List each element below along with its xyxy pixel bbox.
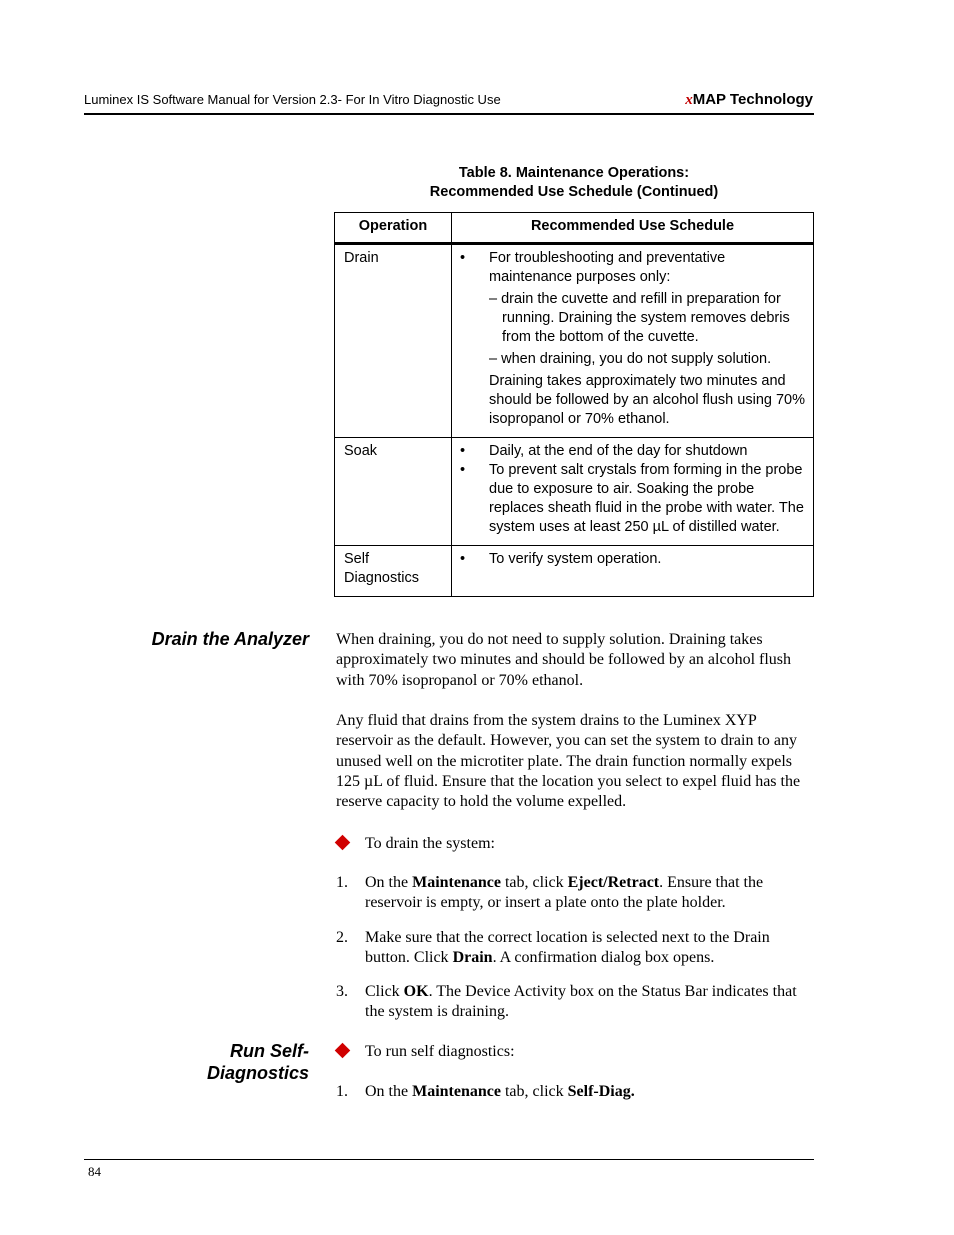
procedure-diamond-icon [335,835,351,851]
col-header-operation: Operation [335,213,452,244]
running-header-title: Luminex IS Software Manual for Version 2.3- For In Vitro Diagnostic Use [84,92,501,107]
maintenance-table [334,212,814,597]
bullet-marker: • [460,250,466,266]
step-text-part: On the [365,874,413,891]
procedure-intro-self-diag: To run self diagnostics: [365,1043,515,1060]
step-text-part: . The Device Activity box on the Status Bar indicates that the system is draining. [365,983,797,1021]
heading-line2: Diagnostics [206,1063,309,1083]
footer-rule [84,1159,814,1160]
step-text-part: tab, click [500,874,568,891]
step-text [365,928,806,969]
operation-line2: Diagnostics [344,570,419,586]
ui-term-maintenance: Maintenance [412,874,501,891]
ui-term-self-diag: Self-Diag. [567,1083,635,1100]
step-text-part: tab, click [500,1083,568,1100]
table-header-row [335,213,814,244]
bullet-text: Daily, at the end of the day for shutdown [489,443,748,459]
drain-note: Draining takes approximately two minutes and should be followed by an alcohol flush using 70% isopropanol or 70% ethanol. [489,373,805,427]
ui-term-drain: Drain [452,949,493,967]
heading-line1: Run Self- [230,1041,309,1061]
ui-term-eject-retract: Eject/Retract [567,874,660,891]
cell-operation-self-diagnostics [335,546,452,597]
step-text-part: Make sure that the correct location is selected next to the Drain button. Click [365,929,770,967]
cell-operation-soak: Soak [335,438,452,546]
list-item [460,550,805,569]
procedure-step [336,928,806,969]
list-item [460,461,805,537]
bullet-marker: • [460,443,466,459]
drain-paragraph-2: Any fluid that drains from the system drains to the Luminex XYP reservoir as the default. However, you can set the system to drain to any unused well on the microtiter plate. The drain function normally expels 125 µL of fluid. Ensure that the location you select to expel fluid has the reserve capacity to hold the volume expelled. [336,712,801,811]
ui-term-maintenance: Maintenance [412,1083,501,1100]
sub-item: – drain the cuvette and refill in preparation for running. Draining the system removes debris from the bottom of the cuvette. [489,291,790,345]
section-heading-drain: Drain the Analyzer [151,629,309,649]
bullet-marker: • [460,551,466,567]
col-header-schedule: Recommended Use Schedule [452,213,814,244]
cell-operation-drain: Drain [335,244,452,438]
list-item [460,442,805,461]
procedure-step [336,982,806,1023]
bullet-text: To prevent salt crystals from forming in the probe due to exposure to air. Soaking the probe replaces sheath fluid in the probe with water. The system uses at least 250 µL of distilled water. [489,462,804,535]
section-heading-self-diagnostics [207,1040,309,1084]
step-text-part: On the [365,1083,413,1100]
table-row [335,546,814,597]
list-item [460,249,805,287]
step-text-part: . A confirmation dialog box opens. [492,949,715,967]
bullet-text: To verify system operation. [489,551,662,567]
procedure-diamond-icon [335,1043,351,1059]
step-number: 3. [336,983,348,1000]
drain-paragraph-1: When draining, you do not need to supply solution. Draining takes approximately two minutes and should be followed by an alcohol flush with 70% isopropanol or 70% ethanol. [336,631,792,689]
bullet-text: For troubleshooting and preventative maintenance purposes only: [489,250,726,285]
cell-schedule-soak [452,438,814,546]
step-number: 2. [336,929,348,946]
operation-line1: Self [344,551,369,567]
brand-logo-text [685,91,813,109]
brand-x: x [685,92,693,108]
step-text-part: . Ensure that the reservoir is empty, or insert a plate onto the plate holder. [365,874,764,912]
table-caption-line2: Recommended Use Schedule (Continued) [429,184,719,200]
procedure-step [336,1082,806,1102]
step-text [365,982,806,1023]
header-rule [84,113,814,115]
brand-name: MAP Technology [692,91,813,108]
step-text [365,1082,806,1102]
cell-schedule-self-diagnostics [452,546,814,597]
ui-term-ok: OK [403,983,429,1000]
bullet-marker: • [460,462,466,478]
procedure-step [336,873,806,914]
table-caption-line1: Table 8. Maintenance Operations: [458,165,690,181]
page-number: 84 [88,1164,101,1179]
sub-item: – when draining, you do not supply solution. [489,351,772,367]
sub-list [460,290,805,347]
step-text [365,873,806,914]
step-number: 1. [336,1083,348,1100]
table-row [335,438,814,546]
procedure-intro-drain: To drain the system: [365,835,495,852]
step-text-part: Click [365,983,404,1000]
step-number: 1. [336,874,348,891]
table-row [335,244,814,438]
cell-schedule-drain [452,244,814,438]
sub-list [460,350,805,369]
table-caption [334,164,814,202]
